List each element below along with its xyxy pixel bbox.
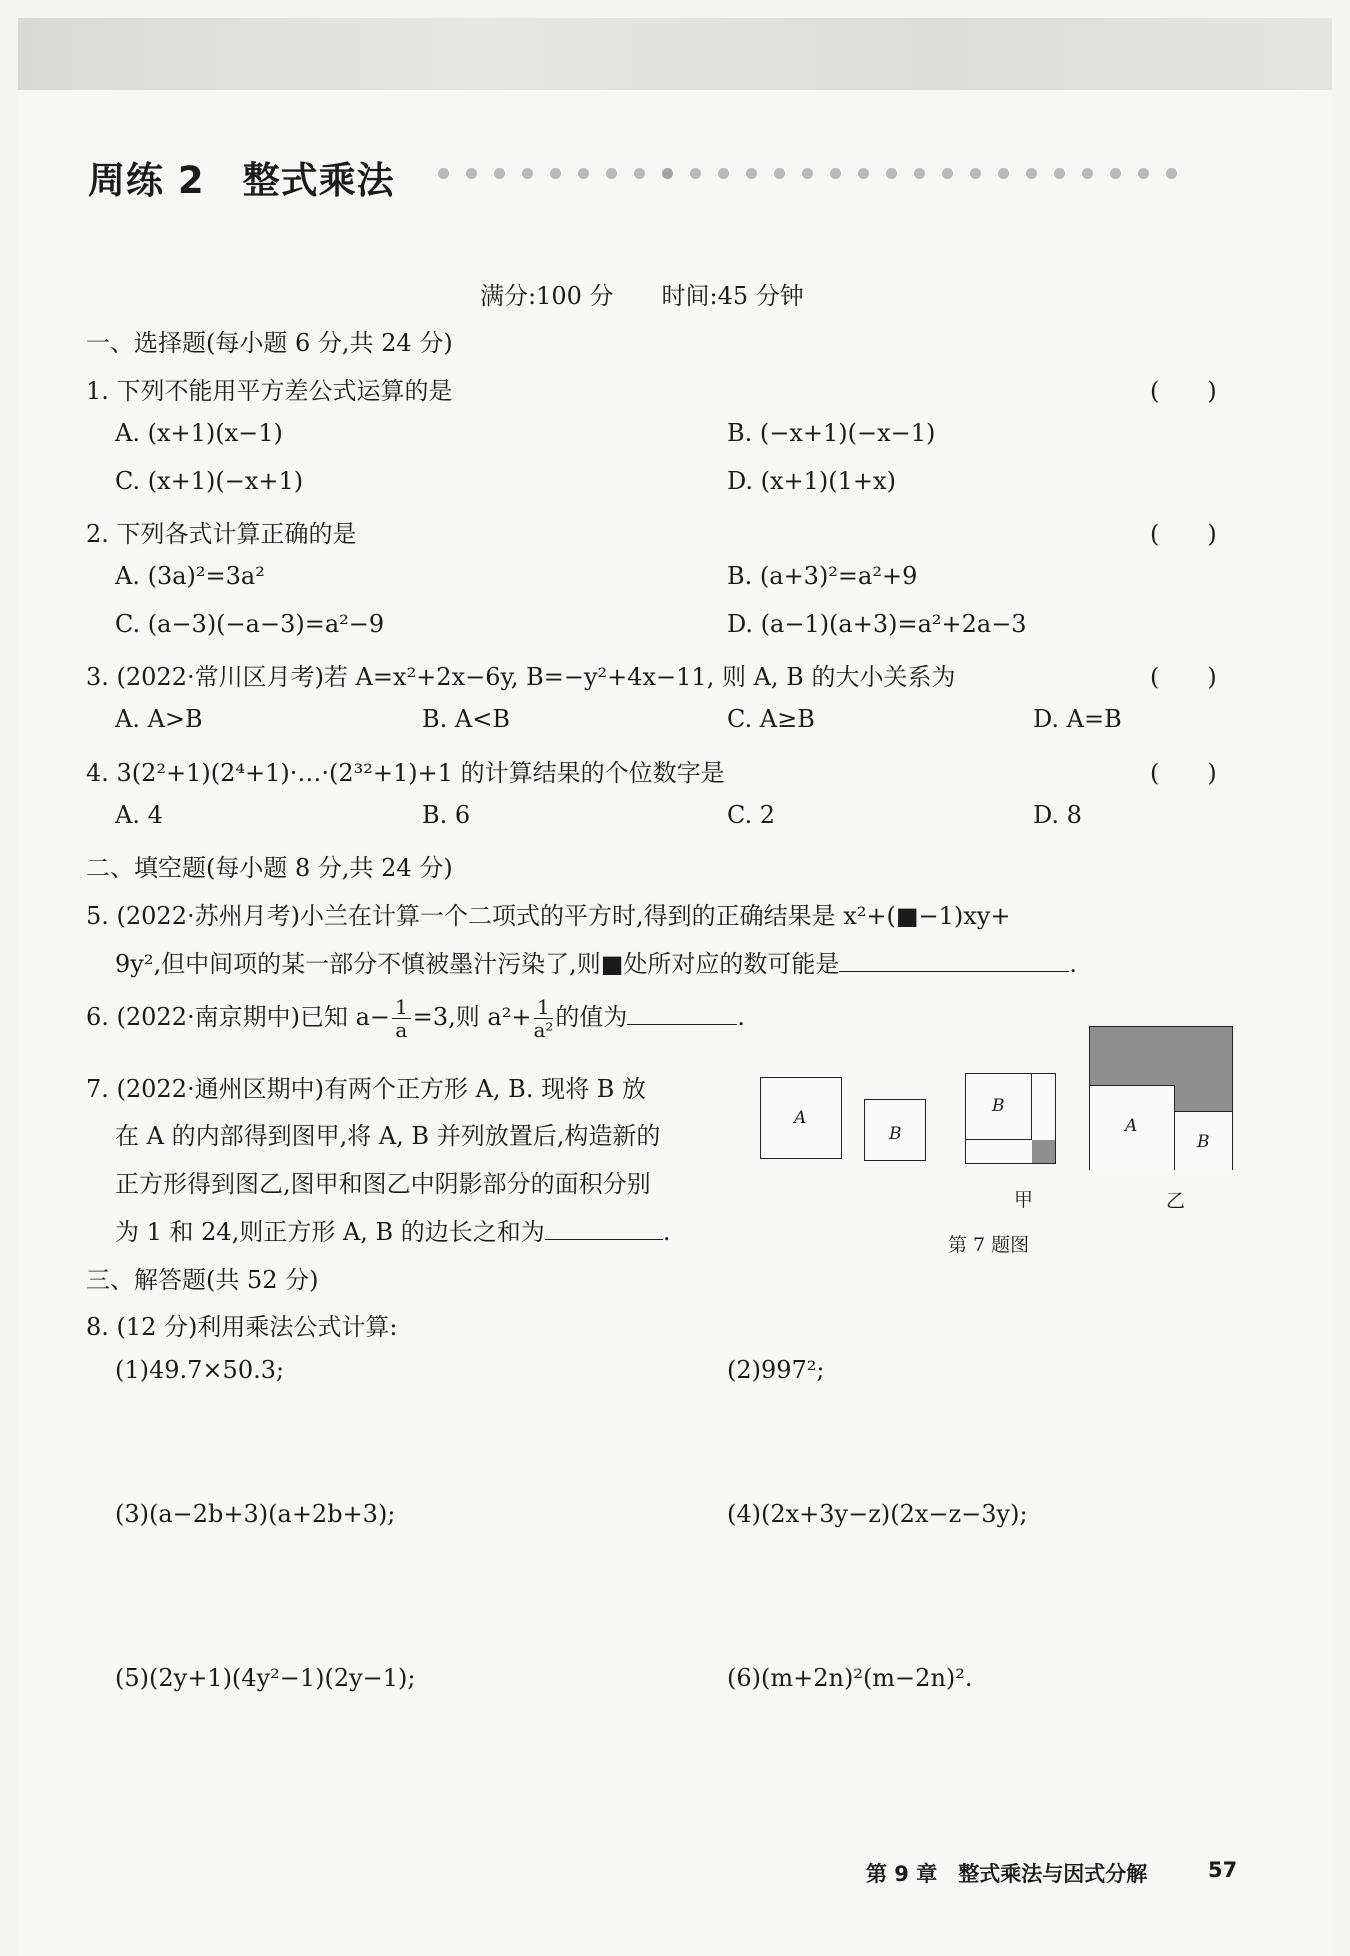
q7-end: . [662,1218,671,1246]
q8-part-3: (3)(a−2b+3)(a+2b+3); [115,1500,396,1528]
q4-answer-paren[interactable]: ( ) [1150,759,1217,787]
dot-decoration [998,168,1009,179]
dot-decoration [942,168,953,179]
figure-yi-square-b: B [1175,1111,1232,1170]
dot-decoration [1054,168,1065,179]
section-solve: 三、解答题(共 52 分) [86,1266,319,1294]
q8-part-1: (1)49.7×50.3; [115,1356,285,1384]
q6-answer-blank[interactable] [627,1002,737,1025]
q1-option-b: B. (−x+1)(−x−1) [727,419,936,447]
dot-decoration [1166,168,1177,179]
q3-stem: 3. (2022·常川区月考)若 A=x²+2x−6y, B=−y²+4x−11, 则 A, B 的大小关系为 [86,663,956,691]
dot-decoration [718,168,729,179]
q4-option-a: A. 4 [115,801,163,829]
q1-option-c: C. (x+1)(−x+1) [115,467,304,495]
figure-jia: B [965,1073,1056,1164]
dot-decoration [634,168,645,179]
dot-decoration [466,168,477,179]
q3-option-b: B. A<B [422,705,510,733]
q5-line2-text: 9y²,但中间项的某一部分不慎被墨汁污染了,则■处所对应的数可能是 [115,950,840,978]
q7-line3: 正方形得到图乙,图甲和图乙中阴影部分的面积分别 [115,1170,651,1198]
q8-part-2: (2)997²; [727,1356,825,1384]
q5-answer-blank[interactable] [839,949,1069,972]
q5-line2 [115,944,1077,979]
q4-option-b: B. 6 [422,801,471,829]
figure-yi [1089,1026,1233,1170]
dot-decoration [746,168,757,179]
q8-part-6: (6)(m+2n)²(m−2n)². [727,1664,973,1692]
dot-decoration [690,168,701,179]
q3-option-d: D. A=B [1033,705,1122,733]
q6-prefix: 6. (2022·南京期中)已知 a− [86,1003,391,1031]
q1-option-d: D. (x+1)(1+x) [727,467,896,495]
q2-option-a: A. (3a)²=3a² [115,562,265,590]
q4-stem: 4. 3(2²+1)(2⁴+1)·…·(2³²+1)+1 的计算结果的个位数字是 [86,759,725,787]
figure-jia-label: 甲 [1014,1189,1034,1211]
section-fill: 二、填空题(每小题 8 分,共 24 分) [86,854,453,882]
q6-fraction-2: $\frac{1}{\text{a²}}$ [533,995,554,1042]
score-time-line: 满分:100 分 时间:45 分钟 [480,282,804,310]
dot-decoration [970,168,981,179]
dot-decoration [830,168,841,179]
q6-suffix: 的值为 [555,1003,628,1031]
dot-decoration [1026,168,1037,179]
dot-decoration [494,168,505,179]
dot-decoration [802,168,813,179]
dot-decoration [606,168,617,179]
q6-line [86,996,745,1041]
q2-option-b: B. (a+3)²=a²+9 [727,562,918,590]
dot-decoration [1110,168,1121,179]
title-dot-leader [438,168,1177,179]
q5-line1: 5. (2022·苏州月考)小兰在计算一个二项式的平方时,得到的正确结果是 x²+(■−1)xy+ [86,902,1011,930]
square-a: A [760,1077,842,1159]
dot-decoration [522,168,533,179]
section-choice: 一、选择题(每小题 6 分,共 24 分) [86,329,453,357]
q4-option-d: D. 8 [1033,801,1082,829]
q1-stem: 1. 下列不能用平方差公式运算的是 [86,377,453,405]
q2-stem: 2. 下列各式计算正确的是 [86,520,357,548]
figure-yi-label: 乙 [1166,1190,1186,1212]
q8-part-4: (4)(2x+3y−z)(2x−z−3y); [727,1500,1028,1528]
q8-stem: 8. (12 分)利用乘法公式计算: [86,1313,398,1341]
chapter-footer: 第 9 章 整式乘法与因式分解 [866,1862,1148,1886]
q6-middle: =3,则 a²+ [412,1003,532,1031]
q3-option-c: C. A≥B [727,705,815,733]
dot-decoration [1082,168,1093,179]
q2-answer-paren[interactable]: ( ) [1150,520,1217,548]
dot-decoration [550,168,561,179]
dot-decoration [578,168,589,179]
figure-caption: 第 7 题图 [948,1234,1030,1256]
scan-top-band [18,18,1332,90]
q2-option-c: C. (a−3)(−a−3)=a²−9 [115,610,385,638]
q3-option-a: A. A>B [115,705,203,733]
q7-line4 [115,1212,670,1247]
dot-decoration [886,168,897,179]
dot-decoration [662,168,673,179]
figure-yi-square-a: A [1090,1085,1175,1170]
dot-decoration [1138,168,1149,179]
figure-jia-shaded-area [1032,1140,1055,1163]
q3-answer-paren[interactable]: ( ) [1150,663,1217,691]
q5-end: . [1069,950,1078,978]
q7-answer-blank[interactable] [545,1217,663,1240]
q7-line4-text: 为 1 和 24,则正方形 A, B 的边长之和为 [115,1218,545,1246]
q4-option-c: C. 2 [727,801,776,829]
dot-decoration [774,168,785,179]
q1-option-a: A. (x+1)(x−1) [115,419,283,447]
square-b: B [864,1099,926,1161]
page-number: 57 [1208,1858,1238,1882]
q6-fraction-1: $\frac{1}{a}$ [392,996,411,1041]
q8-part-5: (5)(2y+1)(4y²−1)(2y−1); [115,1664,416,1692]
dot-decoration [914,168,925,179]
q6-end: . [737,1003,746,1031]
dot-decoration [438,168,449,179]
dot-decoration [858,168,869,179]
q7-line1: 7. (2022·通州区期中)有两个正方形 A, B. 现将 B 放 [86,1075,646,1103]
q2-option-d: D. (a−1)(a+3)=a²+2a−3 [727,610,1027,638]
page-title: 周练 2 整式乘法 [88,159,395,202]
q7-line2: 在 A 的内部得到图甲,将 A, B 并列放置后,构造新的 [115,1122,661,1150]
q1-answer-paren[interactable]: ( ) [1150,377,1217,405]
